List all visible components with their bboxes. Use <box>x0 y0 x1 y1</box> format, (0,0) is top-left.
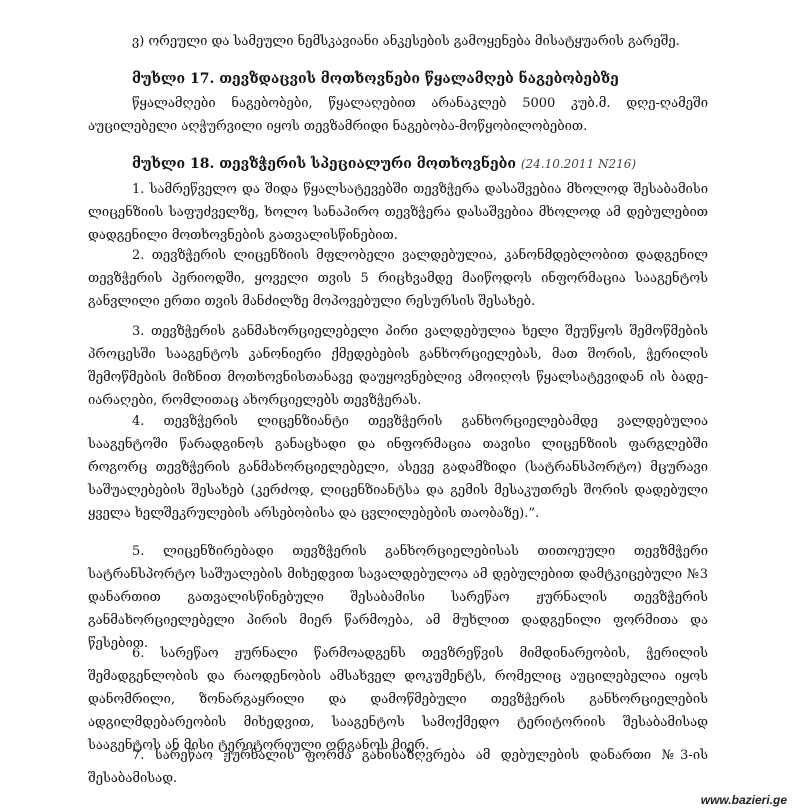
article-17-heading: მუხლი 17. თევზდაცვის მოთხოვნები წყალამღებ ნაგებობებზე <box>132 71 619 87</box>
paragraph-4: 4. თევზჭერის ლიცენზიანტი თევზჭერის განხორციელებამდე ვალდებულია სააგენტოში წარადგინოს განაცხადი და ინფორმაცია თავისი ლიცენზიის ფარგლებში როგორც თევზჭერის განმახორციელებელი, ასევე გადამზიდი (სატრანსპორტო) მცურავი საშუალებების შესახებ (კერძოდ, ლიცენზიანტსა და გემის მესაკუთრეს შორის დადებული ყველა ხელშეკრულების არსებობისა და ცვლილებების თაობაზე).”. <box>88 414 708 521</box>
paragraph-1: 1. სამრეწველო და შიდა წყალსატევებში თევზჭერა დასაშვებია მხოლოდ შესაბამისი ლიცენზიის საფუძველზე, ხოლო სანაპირო თევზჭერა დასაშვებია მხოლოდ ამ დებულებით დადგენილი მოთხოვნების გათვალისწინებით. <box>88 182 708 243</box>
paragraph-7: 7. სარეწაო ჟურნალის ფორმა განისაზღვრება ამ დებულების დანართი №3-ის შესაბამისად. <box>88 748 708 786</box>
article-17-text: წყალამღები ნაგებობები, წყალაღებით არანაკლებ 5000 კუბ.მ. დღე-ღამეში აუცილებელი აღჭურვილი იყოს თევზამრიდი ნაგებობა-მოწყობილობებით. <box>88 96 708 134</box>
paragraph-2: 2. თევზჭერის ლიცენზიის მფლობელი ვალდებულია, კანონმდებლობით დადგენილ თევზჭერის პერიოდში, ყოველი თვის 5 რიცხვამდე მაიწოდოს ინფორმაცია სააგენტოს განვლილი ერთი თვის მანძილზე მოპოვებული რესურსის შესახებ. <box>88 248 708 309</box>
paragraph-6: 6. სარეწაო ჟურნალი წარმოადგენს თევზრეწვის მიმდინარეობის, ჭერილის შემადგენლობის და რაოდენობის ამსახველ დოკუმენტს, რომელიც აუცილებელია იყოს დანომრილი, ზონარგაყრილი და დამოწმებული თევზჭერის განხორციელების ადგილმდებარეობის მიხედვით, სააგენტოს სამოქმედო ტერიტორიის შესაბამისად სააგენტოს ან მისი ტერიტორიული ორგანოს მიერ. <box>88 646 708 753</box>
article-18-title: მუხლი 18. თევზჭერის სპეციალური მოთხოვნები <box>132 156 516 172</box>
article-18-heading <box>132 153 732 175</box>
paragraph-5: 5. ლიცენზირებადი თევზჭერის განხორციელებისას თითოეული თევზმჭერი სატრანსპორტო საშუალების მიხედვით სავალდებულოა ამ დებულებით დამტკიცებული №3 დანართით გათვალისწინებული შესაბამისი სარეწაო ჟურნალის თევზჭერის განმახორციელებელი პირის მიერ წარმოება, ამ მუხლით დადგენილი ფორმითა და წესებით. <box>88 544 708 651</box>
amendment-note: (24.10.2011 N216) <box>520 157 637 171</box>
paragraph-3: 3. თევზჭერის განმახორციელებელი პირი ვალდებულია ხელი შეუწყოს შემოწმების პროცესში სააგენტოს კანონიერი ქმედებების განხორციელებას, მათ შორის, ჭერილის შემოწმების მიზნით მოთხოვნისთანავე დაუყოვნებლივ ამოიღოს წყალსატევიდან ის ბადე- იარაღები, რომლითაც ახორციელებს თევზჭერას. <box>88 324 708 408</box>
list-item-v: ვ) ორეული და სამეული ნემსკავიანი ანკესების გამოყენება მისატყუარის გარეშე. <box>132 34 680 49</box>
site-watermark: www.bazieri.ge <box>700 793 787 807</box>
